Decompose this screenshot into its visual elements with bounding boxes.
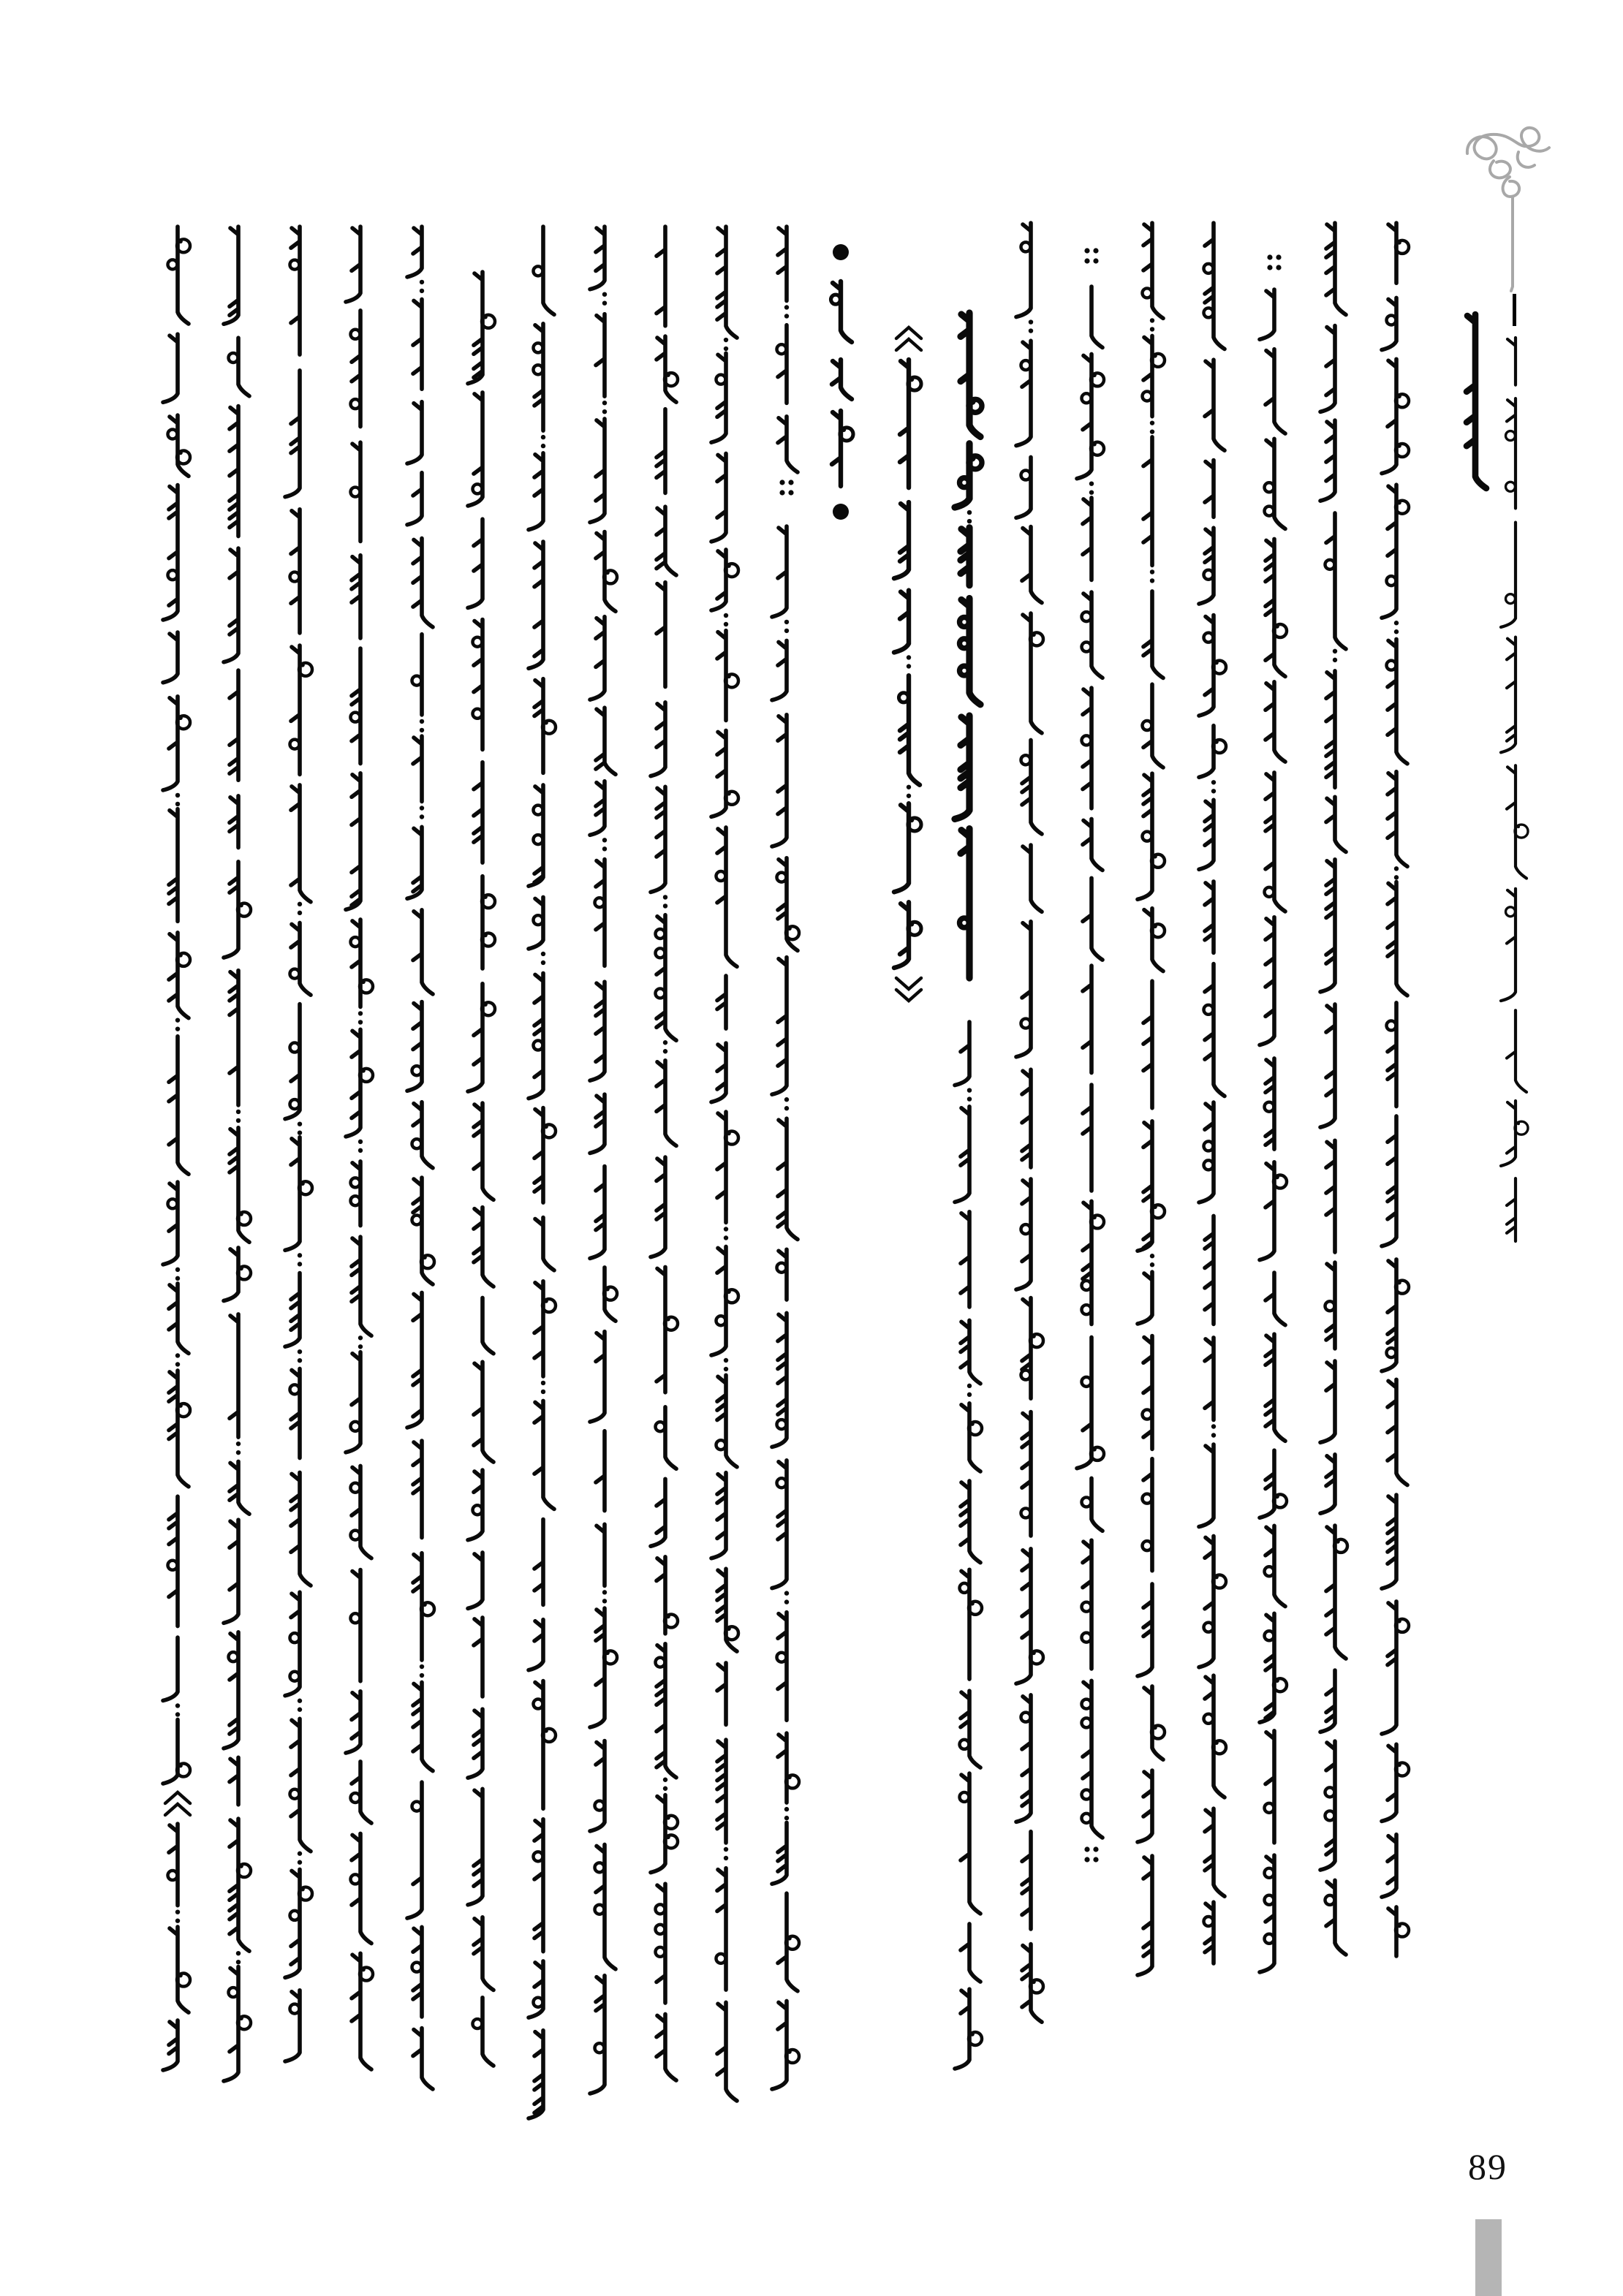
text-column-1 bbox=[224, 227, 251, 2081]
text-column-19 bbox=[1320, 223, 1347, 1955]
text-column-2 bbox=[285, 227, 312, 2061]
text-column-18 bbox=[1260, 254, 1287, 1972]
page-edge-tab bbox=[1475, 2219, 1502, 2296]
text-column-20 bbox=[1382, 223, 1409, 1956]
page-number: 89 bbox=[1468, 2146, 1507, 2187]
text-column-3 bbox=[346, 227, 373, 2069]
text-column-9 bbox=[711, 227, 738, 2101]
text-column-17 bbox=[1199, 223, 1226, 1963]
chapter-title-column-100 bbox=[1467, 314, 1486, 488]
text-column-11 bbox=[831, 244, 854, 520]
text-column-10 bbox=[772, 227, 799, 2089]
text-column-12 bbox=[894, 327, 921, 1001]
text-column-7 bbox=[590, 227, 617, 2094]
text-column-15 bbox=[1077, 248, 1104, 1862]
text-column-4 bbox=[407, 227, 434, 2089]
text-column-5 bbox=[468, 272, 495, 2066]
text-column-6 bbox=[529, 227, 556, 2118]
text-column-16 bbox=[1138, 223, 1165, 1975]
text-column-14 bbox=[1016, 223, 1043, 2022]
text-column-0 bbox=[163, 227, 190, 2070]
text-column-13 bbox=[955, 313, 982, 2069]
running-head-column-101 bbox=[1501, 338, 1528, 1241]
text-column-8 bbox=[651, 227, 678, 2080]
